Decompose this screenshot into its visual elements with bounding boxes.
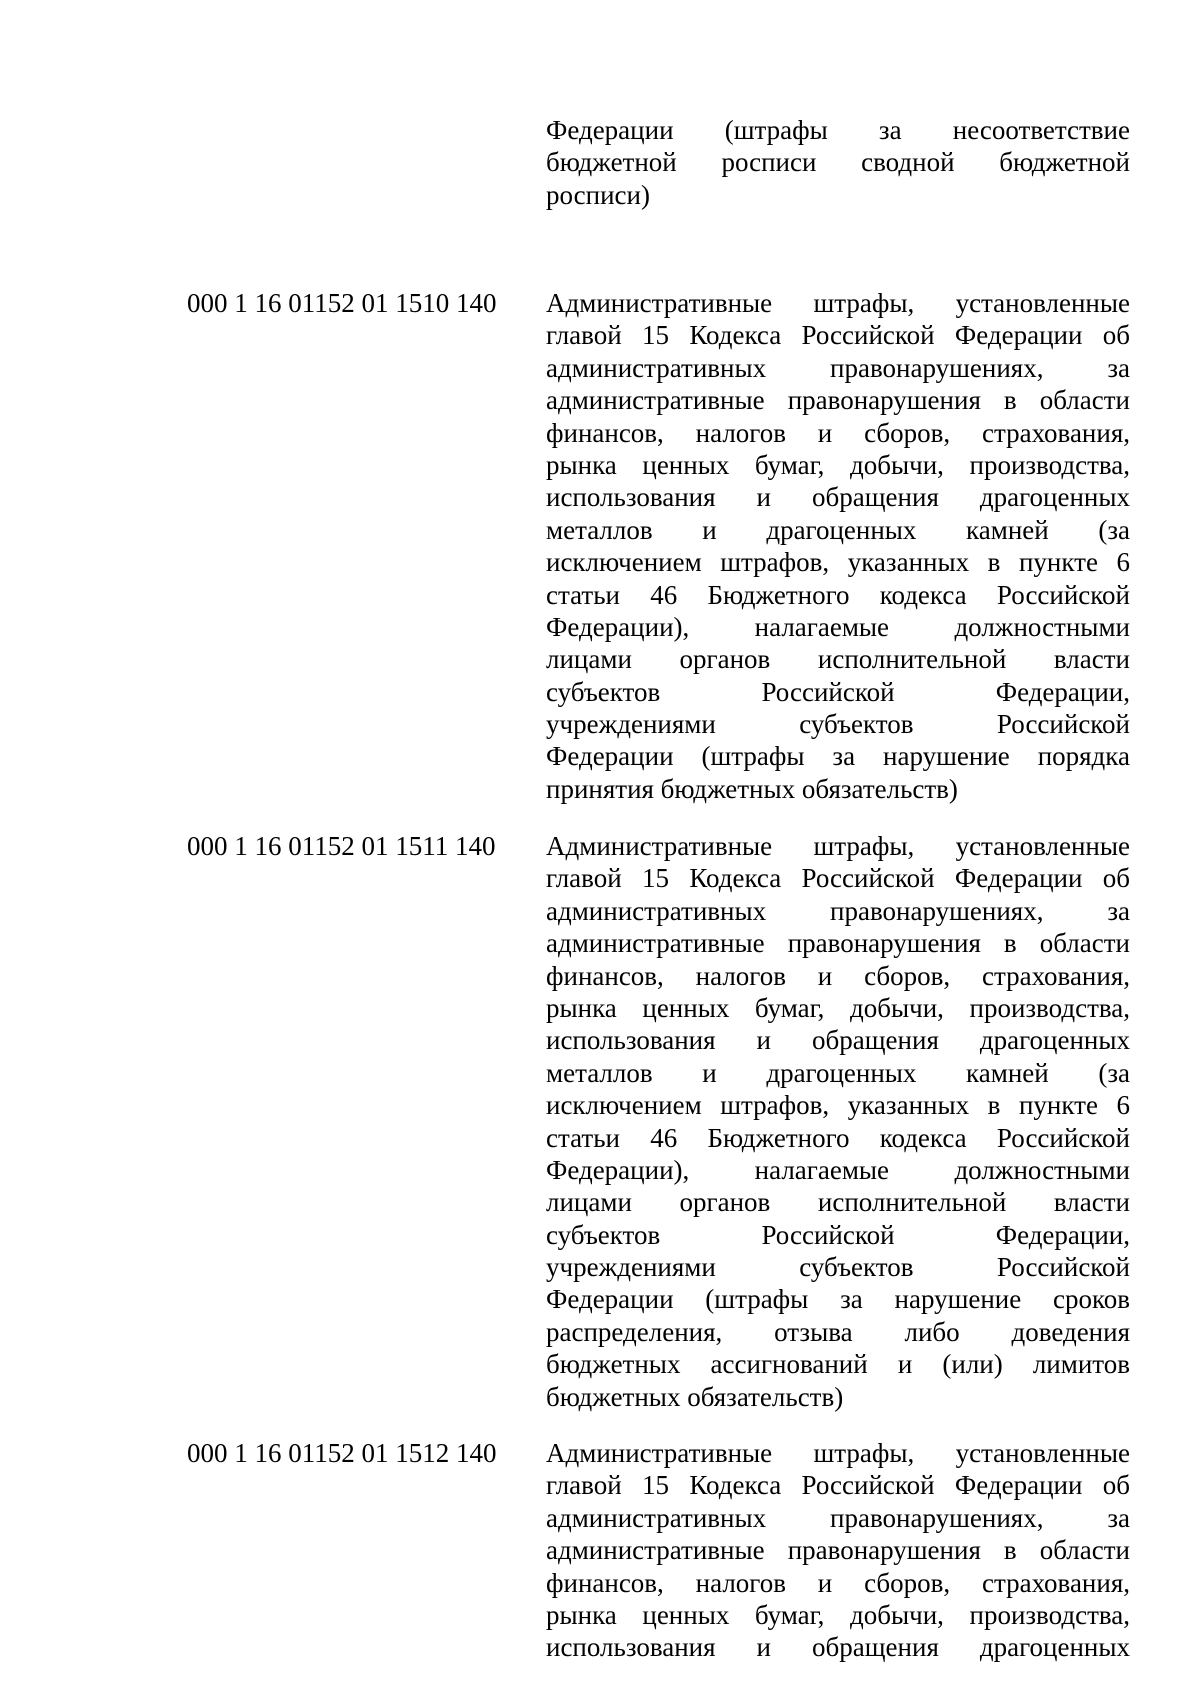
description-line: бюджетной росписи сводной бюджетной [546, 147, 1130, 178]
description-line: главой 15 Кодекса Российской Федерации об [546, 1470, 1130, 1501]
description-line: субъектов Российской Федерации, [546, 1219, 1130, 1250]
description-line: принятия бюджетных обязательств) [546, 773, 958, 804]
budget-code: 000 1 16 01152 01 1512 140 [187, 1438, 497, 1468]
continuation-description [546, 114, 1130, 211]
description-line: бюджетных обязательств) [546, 1381, 844, 1412]
description-cell [546, 1437, 1130, 1664]
description-line: Административные штрафы, установленные [546, 1438, 1130, 1468]
description-line: Федерации), налагаемые должностными [546, 1154, 1130, 1185]
description-line: административных правонарушениях, за [546, 1502, 1130, 1533]
description-line: статьи 46 Бюджетного кодекса Российской [546, 1122, 1130, 1153]
description-line: статьи 46 Бюджетного кодекса Российской [546, 579, 1130, 610]
budget-code: 000 1 16 01152 01 1510 140 [187, 288, 497, 318]
description-line: рынка ценных бумаг, добычи, производства, [546, 992, 1130, 1023]
description-line: использования и обращения драгоценных [546, 1025, 1130, 1056]
description-line: учреждениями субъектов Российской [546, 709, 1130, 740]
description-line: исключением штрафов, указанных в пункте 6 [546, 1090, 1130, 1121]
description-line: Федерации (штрафы за несоответствие [546, 115, 1130, 145]
description-line: административных правонарушениях, за [546, 352, 1130, 383]
description-line: рынка ценных бумаг, добычи, производства, [546, 1599, 1130, 1630]
description-line: росписи) [546, 179, 650, 210]
description-cell [546, 830, 1130, 1413]
budget-code-cell [187, 287, 527, 319]
budget-code-cell [187, 1437, 527, 1469]
description-line: учреждениями субъектов Российской [546, 1252, 1130, 1283]
description-line: финансов, налогов и сборов, страхования, [546, 960, 1130, 991]
description-line: финансов, налогов и сборов, страхования, [546, 1567, 1130, 1598]
description-line: бюджетных ассигнований и (или) лимитов [546, 1349, 1130, 1380]
description-line: металлов и драгоценных камней (за [546, 1057, 1130, 1088]
description-line: использования и обращения драгоценных [546, 1632, 1130, 1663]
description-line: Административные штрафы, установленные [546, 831, 1130, 861]
description-line: распределения, отзыва либо доведения [546, 1316, 1130, 1347]
description-line: использования и обращения драгоценных [546, 482, 1130, 513]
description-line: финансов, налогов и сборов, страхования, [546, 417, 1130, 448]
description-line: рынка ценных бумаг, добычи, производства, [546, 449, 1130, 480]
description-line: административные правонарушения в области [546, 928, 1130, 959]
description-line: административные правонарушения в области [546, 1535, 1130, 1566]
description-line: Федерации), налагаемые должностными [546, 611, 1130, 642]
description-line: лицами органов исполнительной власти [546, 1187, 1130, 1218]
description-line: Федерации (штрафы за нарушение сроков [546, 1284, 1130, 1315]
description-line: Федерации (штрафы за нарушение порядка [546, 741, 1130, 772]
description-line: административные правонарушения в области [546, 385, 1130, 416]
budget-code: 000 1 16 01152 01 1511 140 [187, 831, 496, 861]
description-line: металлов и драгоценных камней (за [546, 514, 1130, 545]
description-line: административных правонарушениях, за [546, 895, 1130, 926]
description-line: Административные штрафы, установленные [546, 288, 1130, 318]
description-line: главой 15 Кодекса Российской Федерации об [546, 320, 1130, 351]
description-line: субъектов Российской Федерации, [546, 676, 1130, 707]
description-cell [546, 287, 1130, 805]
budget-code-cell [187, 830, 527, 862]
description-line: лицами органов исполнительной власти [546, 644, 1130, 675]
description-line: главой 15 Кодекса Российской Федерации об [546, 863, 1130, 894]
description-line: исключением штрафов, указанных в пункте 6 [546, 547, 1130, 578]
